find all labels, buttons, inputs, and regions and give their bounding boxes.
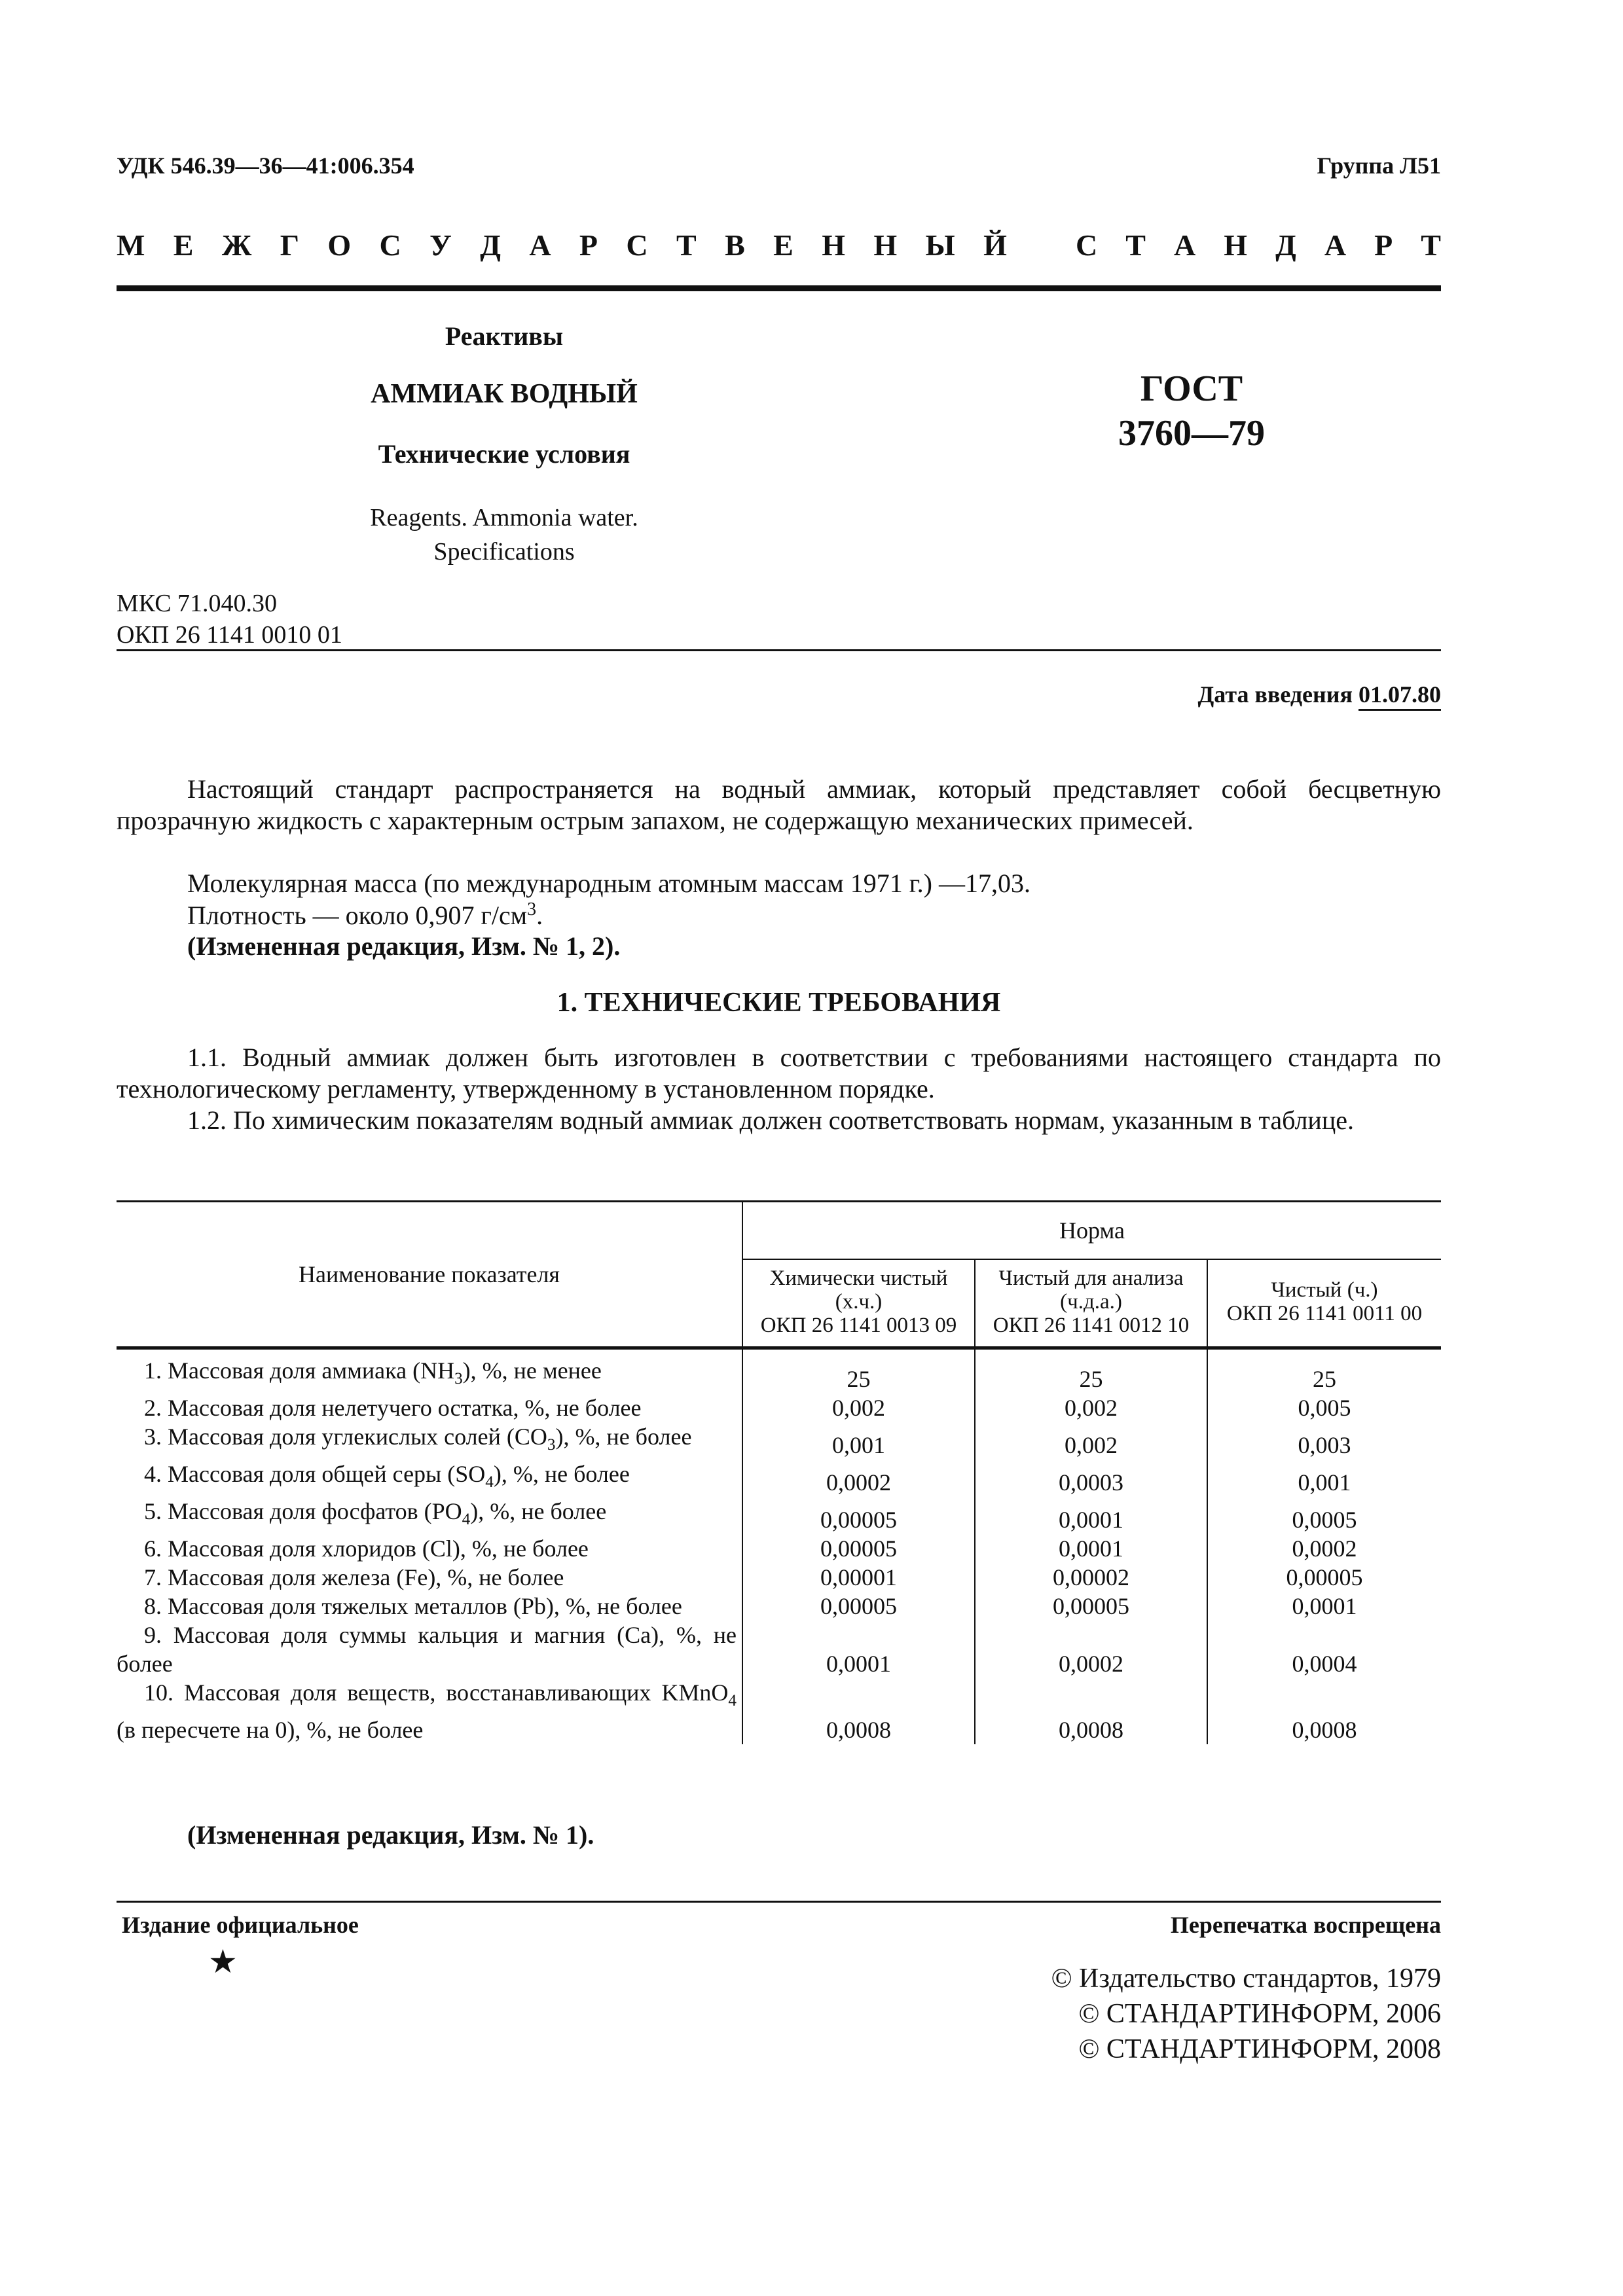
clause-1-1: 1.1. Водный аммиак должен быть изготовлен в соответствии с требованиями настоящего стандарта по технологическому регламенту, утвержденному в установленном порядке. [117, 1043, 1441, 1103]
indicator-name [117, 1592, 742, 1621]
table-body [117, 1348, 1441, 1745]
indicator-text [117, 1678, 737, 1744]
norm-value: 0,00005 [975, 1592, 1207, 1621]
indicator-text-part: ), %, не более [493, 1461, 630, 1487]
copyright-1: © Издательство стандартов, 1979 [1051, 1964, 1441, 1994]
norm-value: 0,002 [742, 1393, 975, 1422]
banner-letter: Г [280, 228, 299, 262]
norm-value: 0,00002 [975, 1563, 1207, 1592]
norm-value: 0,0002 [1207, 1534, 1441, 1563]
udk-code: УДК 546.39—36—41:006.354 [117, 152, 414, 179]
grade-header-line: Чистый для анализа [998, 1266, 1184, 1290]
indicator-subscript: 4 [728, 1692, 737, 1710]
grade-header-line: Чистый (ч.) [1271, 1278, 1378, 1302]
indicator-subscript: 4 [462, 1511, 471, 1528]
banner-word-2 [1076, 228, 1441, 262]
grade-header-line: ОКП 26 1141 0012 10 [993, 1314, 1190, 1337]
column-header-norm: Норма [742, 1202, 1441, 1260]
classification-codes [117, 588, 342, 651]
banner-letter: Т [676, 228, 697, 262]
norm-value: 25 [1207, 1348, 1441, 1394]
indicator-text [117, 1563, 737, 1592]
norm-value: 25 [742, 1348, 975, 1394]
norm-value: 0,00005 [742, 1592, 975, 1621]
density [187, 899, 543, 931]
copyright-3: © СТАНДАРТИНФОРМ, 2008 [1078, 2034, 1441, 2064]
table-row [117, 1348, 1441, 1394]
norm-value: 0,002 [975, 1422, 1207, 1460]
indicator-text [117, 1592, 737, 1621]
table-row [117, 1621, 1441, 1678]
indicator-text-part: 8. Массовая доля тяжелых металлов (Pb), %, не более [144, 1593, 682, 1619]
copyright-block [1051, 1961, 1441, 2067]
intro-amendment: (Измененная редакция, Изм. № 1, 2). [187, 931, 621, 961]
gost-code: 3760—79 [1118, 413, 1265, 454]
norm-value: 0,0001 [742, 1621, 975, 1678]
table-row [117, 1534, 1441, 1563]
copyright-2: © СТАНДАРТИНФОРМ, 2006 [1078, 1999, 1441, 2029]
header-rule [117, 285, 1441, 291]
banner-letter: Т [1125, 228, 1146, 262]
indicator-text-part: 10. Массовая доля веществ, восстанавливающих KMnO [144, 1679, 729, 1706]
indicator-name [117, 1348, 742, 1394]
banner-letter: У [429, 228, 452, 262]
grade-header-line: ОКП 26 1141 0011 00 [1226, 1302, 1423, 1325]
indicator-name [117, 1460, 742, 1497]
norm-value: 0,0001 [975, 1497, 1207, 1534]
indicator-subscript: 4 [485, 1473, 494, 1491]
norm-value: 0,0004 [1207, 1621, 1441, 1678]
reprint-prohibited: Перепечатка воспрещена [1170, 1912, 1441, 1938]
indicator-name [117, 1621, 742, 1678]
norm-value: 0,0005 [1207, 1497, 1441, 1534]
star-icon: ★ [208, 1943, 238, 1980]
indicator-text [117, 1460, 737, 1497]
table-row [117, 1497, 1441, 1534]
indicator-subscript: 3 [547, 1436, 556, 1454]
english-line-2: Specifications [433, 538, 575, 565]
norm-value: 0,0002 [742, 1460, 975, 1497]
banner-letter: Ы [925, 228, 955, 262]
table-row [117, 1422, 1441, 1460]
grade-header [975, 1259, 1207, 1348]
indicator-text [117, 1422, 737, 1460]
banner-letter: Р [1374, 228, 1393, 262]
grade-header-line: (ч.д.а.) [1060, 1290, 1122, 1314]
indicator-text-part: 4. Массовая доля общей серы (SO [144, 1461, 486, 1487]
norm-value: 0,00005 [742, 1497, 975, 1534]
norm-value: 0,0001 [1207, 1592, 1441, 1621]
banner-letter: Т [1421, 228, 1441, 262]
table-row [117, 1678, 1441, 1744]
indicator-text-part: 9. Массовая доля суммы кальция и магния (Ca), %, не более [117, 1622, 737, 1677]
density-end: . [536, 901, 543, 930]
indicator-text-part: 6. Массовая доля хлоридов (Cl), %, не более [144, 1535, 589, 1562]
indicator-text [117, 1356, 737, 1393]
grade-header-line: Химически чистый [769, 1266, 948, 1290]
intro-paragraph: Настоящий стандарт распространяется на водный аммиак, который представляет собой бесцветную прозрачную жидкость с характерным острым запахом, не содержащую механических примесей. [117, 774, 1441, 835]
density-exponent: 3 [527, 899, 537, 920]
indicator-text-part: ), %, не менее [462, 1357, 602, 1384]
title-specifications: Технические условия [378, 439, 630, 469]
norm-value: 0,002 [975, 1393, 1207, 1422]
banner-letter: О [327, 228, 352, 262]
norm-value: 0,001 [1207, 1460, 1441, 1497]
banner-letter: М [117, 228, 145, 262]
banner-letter: Е [173, 228, 194, 262]
indicator-text-part: 5. Массовая доля фосфатов (PO [144, 1498, 462, 1524]
norm-value: 0,0008 [1207, 1678, 1441, 1744]
banner-word-1 [117, 228, 1007, 262]
banner-letter: Ж [221, 228, 252, 262]
table-amendment: (Измененная редакция, Изм. № 1). [187, 1820, 594, 1850]
official-edition: Издание официальное [122, 1912, 359, 1938]
banner-letter: С [379, 228, 401, 262]
table-row [117, 1563, 1441, 1592]
banner-letter: А [529, 228, 551, 262]
grade-header-line: (х.ч.) [835, 1290, 883, 1314]
indicator-name [117, 1534, 742, 1563]
section-title: 1. ТЕХНИЧЕСКИЕ ТРЕБОВАНИЯ [556, 988, 1001, 1018]
norm-value: 25 [975, 1348, 1207, 1394]
indicator-text-part: ), %, не более [470, 1498, 607, 1524]
norm-value: 0,00001 [742, 1563, 975, 1592]
indicator-name [117, 1563, 742, 1592]
indicator-name [117, 1497, 742, 1534]
norm-value: 0,0008 [742, 1678, 975, 1744]
indicator-text-part: 7. Массовая доля железа (Fe), %, не более [144, 1564, 564, 1590]
title-name: АММИАК ВОДНЫЙ [371, 379, 638, 409]
grade-header-line: ОКП 26 1141 0013 09 [760, 1314, 957, 1337]
banner-letter: Н [1224, 228, 1248, 262]
interstate-standard-banner [117, 228, 1441, 262]
banner-letter: А [1174, 228, 1196, 262]
indicator-text-part: ), %, не более [555, 1424, 692, 1450]
indicator-text-part: (в пересчете на 0), %, не более [117, 1717, 424, 1743]
banner-letter: Д [480, 228, 501, 262]
table-row [117, 1393, 1441, 1422]
molecular-mass: Молекулярная масса (по международным атомным массам 1971 г.) —17,03. [187, 869, 1030, 898]
grade-header [742, 1259, 975, 1348]
date-label: Дата введения [1197, 681, 1353, 708]
banner-letter: Н [822, 228, 845, 262]
indicator-text [117, 1621, 737, 1678]
indicator-name [117, 1393, 742, 1422]
banner-letter: Й [983, 228, 1007, 262]
banner-letter: Д [1275, 228, 1296, 262]
banner-letter: Е [773, 228, 793, 262]
gost-number [1074, 367, 1309, 456]
norms-table [117, 1200, 1441, 1744]
indicator-text-part: 3. Массовая доля углекислых солей (CO [144, 1424, 547, 1450]
norm-value: 0,00005 [1207, 1563, 1441, 1592]
indicator-text-part: 2. Массовая доля нелетучего остатка, %, не более [144, 1395, 642, 1421]
date-value: 01.07.80 [1359, 681, 1441, 711]
introduction-date [1198, 681, 1442, 708]
indicator-text [117, 1534, 737, 1563]
table-row [117, 1460, 1441, 1497]
norm-value: 0,003 [1207, 1422, 1441, 1460]
banner-letter: В [725, 228, 745, 262]
banner-letter: Н [873, 228, 898, 262]
norm-value: 0,00005 [742, 1534, 975, 1563]
banner-letter: Р [579, 228, 598, 262]
gost-label: ГОСТ [1140, 368, 1243, 409]
indicator-text [117, 1497, 737, 1534]
density-text: Плотность — около 0,907 г/см [187, 901, 528, 930]
indicator-subscript: 3 [454, 1370, 463, 1388]
norm-value: 0,0001 [975, 1534, 1207, 1563]
norm-value: 0,0002 [975, 1621, 1207, 1678]
group-code: Группа Л51 [1317, 152, 1441, 179]
column-header-indicator: Наименование показателя [117, 1202, 742, 1348]
norm-value: 0,0008 [975, 1678, 1207, 1744]
banner-letter: С [626, 228, 648, 262]
norm-value: 0,005 [1207, 1393, 1441, 1422]
footer-rule [117, 1901, 1441, 1903]
table-row [117, 1592, 1441, 1621]
indicator-text [117, 1393, 737, 1422]
english-line-1: Reagents. Ammonia water. [370, 504, 638, 531]
indicator-name [117, 1422, 742, 1460]
title-reagents: Реактивы [445, 321, 564, 351]
clause-1-2: 1.2. По химическим показателям водный аммиак должен соответствовать нормам, указанным в таблице. [187, 1105, 1354, 1135]
grade-header [1207, 1259, 1441, 1348]
banner-letter: С [1076, 228, 1098, 262]
codes-rule [117, 649, 1441, 651]
indicator-text-part: 1. Массовая доля аммиака (NH [144, 1357, 455, 1384]
title-english [275, 501, 733, 569]
norm-value: 0,0003 [975, 1460, 1207, 1497]
mks-code: МКС 71.040.30 [117, 590, 278, 617]
banner-letter: А [1324, 228, 1347, 262]
okp-code: ОКП 26 1141 0010 01 [117, 621, 342, 649]
indicator-name [117, 1678, 742, 1744]
norm-value: 0,001 [742, 1422, 975, 1460]
